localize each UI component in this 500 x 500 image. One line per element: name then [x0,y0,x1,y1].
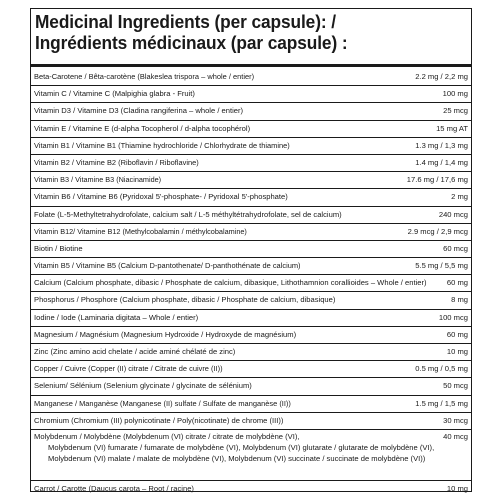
ingredient-name: Phosphorus / Phosphore (Calcium phosphate, dibasic / Phosphate de calcium, dibasique) [34,295,336,305]
ingredient-row-carrot [31,481,471,497]
ingredient-amount: 0.5 mg / 0,5 mg [415,364,468,374]
title-english: Medicinal Ingredients (per capsule): / [35,11,336,32]
ingredient-name: Copper / Cuivre (Copper (II) citrate / Citrate de cuivre (II)) [34,364,223,374]
ingredient-row [31,224,471,241]
ingredient-row [31,396,471,413]
ingredient-amount: 100 mcg [438,312,468,322]
ingredient-row [31,241,471,258]
ingredient-row [31,189,471,206]
ingredient-amount: 30 mcg [443,415,468,425]
ingredient-name: Vitamin C / Vitamine C (Malpighia glabra - Fruit) [34,89,195,99]
ingredient-row [31,121,471,138]
ingredient-amount: 1.3 mg / 1,3 mg [415,140,468,150]
ingredient-amount: 240 mcg [438,209,468,219]
ingredient-row [31,258,471,275]
ingredient-amount: 60 mg [446,278,468,288]
ingredient-row [31,361,471,378]
ingredient-name: Beta-Carotene / Bêta-carotène (Blakeslea trispora – whole / entier) [34,72,255,81]
ingredient-name: Iodine / Iode (Laminaria digitata – Whole / entier) [34,312,199,322]
ingredient-name: Chromium (Chromium (III) polynicotinate / Poly(nicotinate) de chrome (III)) [34,415,284,425]
ingredient-row [31,207,471,224]
ingredient-row [31,292,471,309]
panel-header [35,11,465,59]
molybdenum-line-3: Molybdenum (VI) malate / malate de molybdène (VI), Molybdenum (VI) succinate / succinate de molybdène (VI)) [48,453,426,463]
ingredient-name: Vitamin B3 / Vitamine B3 (Niacinamide) [34,175,162,185]
ingredient-amount: 1.4 mg / 1,4 mg [415,157,468,167]
ingredient-amount: 2.2 mg / 2,2 mg [415,72,468,81]
ingredient-row [31,138,471,155]
ingredient-name: Zinc (Zinc amino acid chelate / acide aminé chélaté de zinc) [34,347,236,356]
molybdenum-line-2: Molybdenum (VI) fumarate / fumarate de molybdène (VI), Molybdenum (VI) glutarate / glutarate de molybdène (VI), [48,442,435,452]
ingredient-amount: 25 mcg [443,106,468,116]
ingredient-amount: 2 mg [451,192,468,202]
ingredients-panel [30,8,472,492]
ingredient-row [31,413,471,430]
ingredient-amount: 2.9 mcg / 2,9 mcg [407,226,468,236]
ingredient-row [31,275,471,292]
ingredient-amount: 17.6 mg / 17,6 mg [406,175,468,185]
ingredient-name: Vitamin B6 / Vitamine B6 (Pyridoxal 5'-phosphate- / Pyridoxal 5'-phosphate) [34,192,288,202]
ingredient-row [31,172,471,189]
ingredient-amount: 100 mg [442,89,468,99]
header-divider [31,64,471,67]
ingredient-amount: 40 mcg [443,431,468,441]
ingredient-name: Vitamin B12/ Vitamine B12 (Methylcobalamin / méthylcobalamine) [34,226,247,236]
ingredient-amount: 8 mg [451,295,468,305]
ingredient-amount: 60 mg [446,329,468,339]
ingredient-amount: 50 mcg [443,381,468,391]
ingredient-row [31,103,471,120]
ingredient-name: Magnesium / Magnésium (Magnesium Hydroxide / Hydroxyde de magnésium) [34,329,297,339]
ingredient-amount: 5.5 mg / 5,5 mg [415,261,468,271]
ingredient-row [31,310,471,327]
ingredient-name: Selenium/ Sélénium (Selenium glycinate / glycinate de sélénium) [34,381,252,391]
ingredient-amount: 60 mcg [443,243,468,253]
ingredient-amount: 1.5 mg / 1,5 mg [415,398,468,408]
ingredient-name: Vitamin B5 / Vitamine B5 (Calcium D-pantothenate/ D-panthothénate de calcium) [34,261,301,271]
ingredient-name: Vitamin B1 / Vitamine B1 (Thiamine hydrochloride / Chlorhydrate de thiamine) [34,140,290,150]
ingredient-name [34,431,435,464]
ingredient-row [31,69,471,86]
ingredient-row [31,327,471,344]
ingredient-name: Folate (L-5-Methyltetrahydrofolate, calcium salt / L-5 méthyltétrahydrofolate, sel de calcium) [34,209,342,219]
ingredient-name: Vitamin E / Vitamine E (d-alpha Tocopherol / d-alpha tocophérol) [34,123,251,133]
ingredient-row [31,86,471,103]
ingredient-amount: 10 mg [446,347,468,356]
ingredient-name: Vitamin D3 / Vitamine D3 (Cladina rangiferina – whole / entier) [34,106,244,116]
ingredient-row-molybdenum [31,430,471,481]
ingredient-name: Calcium (Calcium phosphate, dibasic / Phosphate de calcium, dibasique, Lithothamnion corallioides – Whole / entier) [34,278,427,288]
ingredient-row [31,378,471,395]
ingredient-name: Vitamin B2 / Vitamine B2 (Riboflavin / Riboflavine) [34,157,199,167]
ingredient-amount: 10 mg [446,483,468,493]
ingredient-name: Manganese / Manganèse (Manganese (II) sulfate / Sulfate de manganèse (II)) [34,398,291,408]
ingredient-row [31,344,471,361]
ingredient-name: Biotin / Biotine [34,243,83,253]
ingredient-table [31,69,471,497]
ingredient-row [31,155,471,172]
ingredient-amount: 15 mg AT [436,123,468,133]
ingredient-name: Carrot / Carotte (Daucus carota – Root / racine) [34,483,194,493]
title-french: Ingrédients médicinaux (par capsule) : [35,32,348,53]
molybdenum-line-1: Molybdenum / Molybdène (Molybdenum (VI) citrate / citrate de molybdène (VI), [34,431,300,441]
